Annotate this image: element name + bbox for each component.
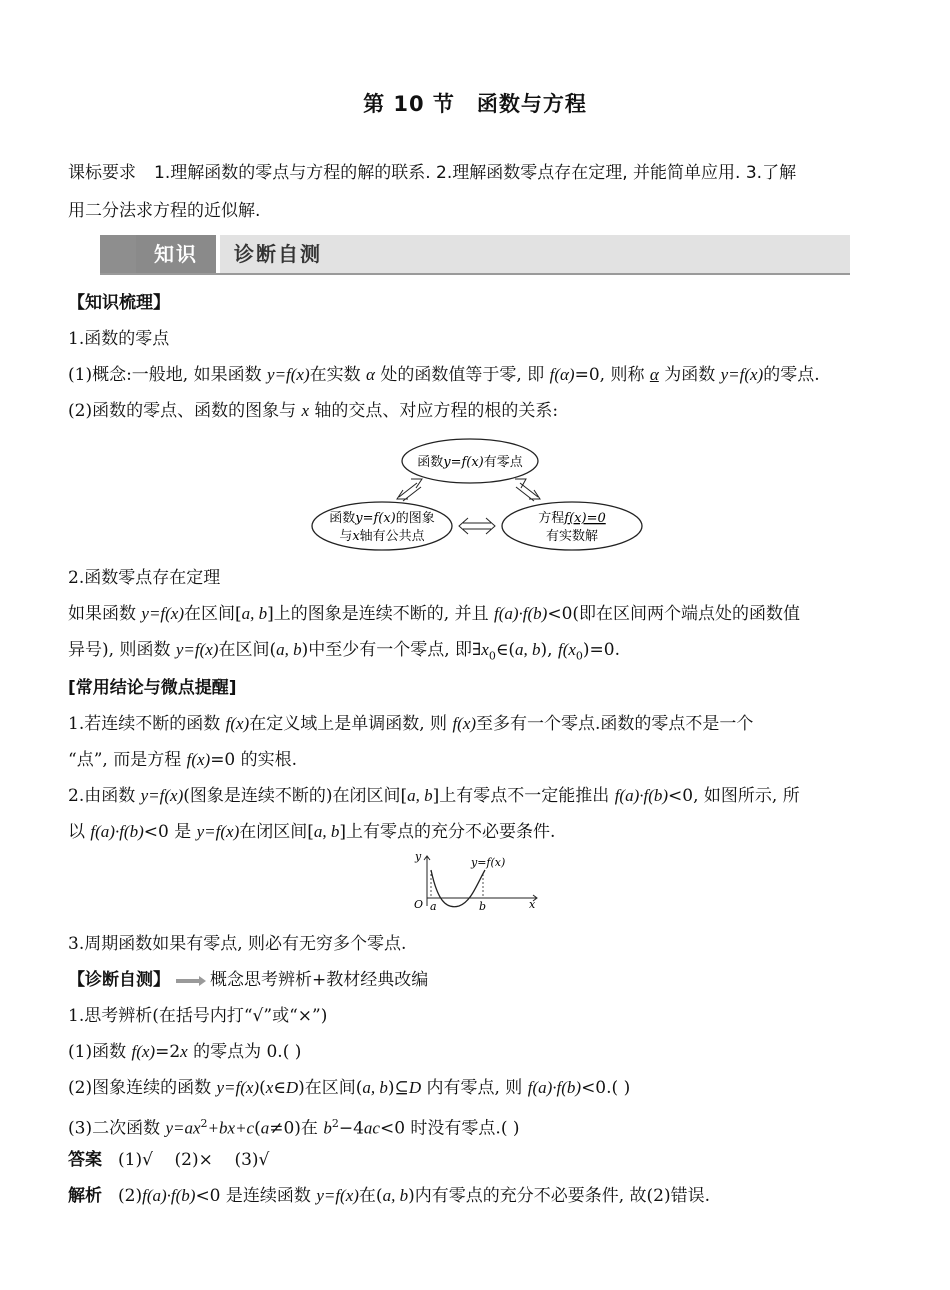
function-curve [431, 870, 485, 907]
conclusions-heading: [常用结论与微点提醒] [68, 678, 237, 698]
banner-tag: 知识 [136, 235, 216, 273]
requirements-text-1: 1.理解函数的零点与方程的解的联系. 2.理解函数零点存在定理, 并能简单应用. 3.了解 [154, 163, 797, 183]
question-1-2: (2)图象连续的函数 y=f(x)(x∈D)在区间(a, b)⊆D 内有零点, 则 f(a)·f(b)<0.( ) [68, 1078, 631, 1098]
analysis-label: 解析 [68, 1186, 102, 1206]
graph-curve-label: y=f(x) [471, 856, 506, 869]
conclusion-2-line-2: 以 f(a)·f(b)<0 是 y=f(x)在闭区间[a, b]上有零点的充分不必要条件. [68, 822, 556, 842]
conclusion-1-line-1: 1.若连续不断的函数 f(x)在定义域上是单调函数, 则 f(x)至多有一个零点.函数的零点不是一个 [68, 714, 754, 734]
left-node-line-1: 函数y=f(x)的图象 [329, 511, 435, 526]
diagnosis-subtitle: 概念思考辨析+教材经典改编 [210, 970, 429, 990]
answer-label: 答案 [68, 1150, 102, 1170]
question-1-1: (1)函数 f(x)=2x 的零点为 0.( ) [68, 1042, 302, 1062]
top-node-text: 函数y=f(x)有零点 [417, 455, 523, 470]
knowledge-s2-title: 2.函数零点存在定理 [68, 568, 221, 588]
right-node-line-1: 方程f(x)=0 [538, 511, 606, 526]
knowledge-s1-title: 1.函数的零点 [68, 329, 170, 349]
double-arrow-horizontal [459, 518, 495, 534]
graph-b-label: b [479, 900, 487, 912]
question-1-3: (3)二次函数 $y=ax^2+bx+c(a\ne 0)$在 $b^2-4ac<0$ 时没有零点.( ) [68, 1117, 520, 1139]
knowledge-heading: 【知识梳理】 [68, 293, 170, 313]
requirements-line-2: 用二分法求方程的近似解. [68, 201, 261, 221]
left-node-line-2: 与x轴有公共点 [339, 529, 425, 544]
knowledge-s2-line-1: 如果函数 y=f(x)在区间[a, b]上的图象是连续不断的, 并且 f(a)·f(b)<0(即在区间两个端点处的函数值 [68, 604, 801, 624]
graph-a-label: a [430, 900, 437, 912]
requirements-label: 课标要求 [68, 163, 136, 183]
section-name: 函数与方程 [476, 92, 587, 116]
conclusion-2-line-1: 2.由函数 y=f(x)(图象是连续不断的)在闭区间[a, b]上有零点不一定能推出 f(a)·f(b)<0, 如图所示, 所 [68, 786, 800, 806]
knowledge-s1-relation: (2)函数的零点、函数的图象与 x 轴的交点、对应方程的根的关系: [68, 401, 559, 421]
question-1: 1.思考辨析(在括号内打“√”或“×”) [68, 1006, 328, 1026]
arrow-icon [176, 976, 206, 986]
banner-name: 诊断自测 [234, 242, 322, 266]
zero-relation-diagram [310, 432, 645, 552]
graph-x-label: x [529, 898, 536, 911]
conclusion-1-line-2: “点”, 而是方程 f(x)=0 的实根. [68, 750, 298, 770]
analysis-line: 解析 (2)f(a)·f(b)<0 是连续函数 y=f(x)在(a, b)内有零点的充分不必要条件, 故(2)错误. [68, 1186, 710, 1206]
section-number: 第 10 节 [363, 92, 455, 116]
requirements-line-1 [68, 160, 884, 186]
graph-origin-label: O [414, 898, 424, 911]
knowledge-s1-concept: (1)概念:一般地, 如果函数 y=f(x)在实数 α 处的函数值等于零, 即 f(α)=0, 则称 α 为函数 y=f(x)的零点. [68, 365, 820, 385]
diagnosis-heading: 【诊断自测】 [68, 970, 170, 990]
right-node-line-2: 有实数解 [545, 529, 599, 544]
double-arrow-right [515, 479, 540, 501]
knowledge-s2-line-2: 异号), 则函数 y=f(x)在区间(a, b)中至少有一个零点, 即$\exists x_0\in(a$, b), $f(x_0)=0$. [68, 640, 621, 663]
double-arrow-left [397, 479, 422, 501]
diagnosis-heading-line [68, 967, 884, 993]
section-banner [100, 235, 850, 277]
underlined-alpha: α [649, 365, 659, 384]
answer-line [68, 1147, 884, 1173]
graph-y-label: y [415, 850, 422, 863]
conclusion-3: 3.周期函数如果有零点, 则必有无穷多个零点. [68, 934, 407, 954]
zero-example-graph [405, 850, 545, 912]
section-title [0, 88, 950, 118]
answer-text: (1)√ (2)× (3)√ [118, 1150, 270, 1170]
